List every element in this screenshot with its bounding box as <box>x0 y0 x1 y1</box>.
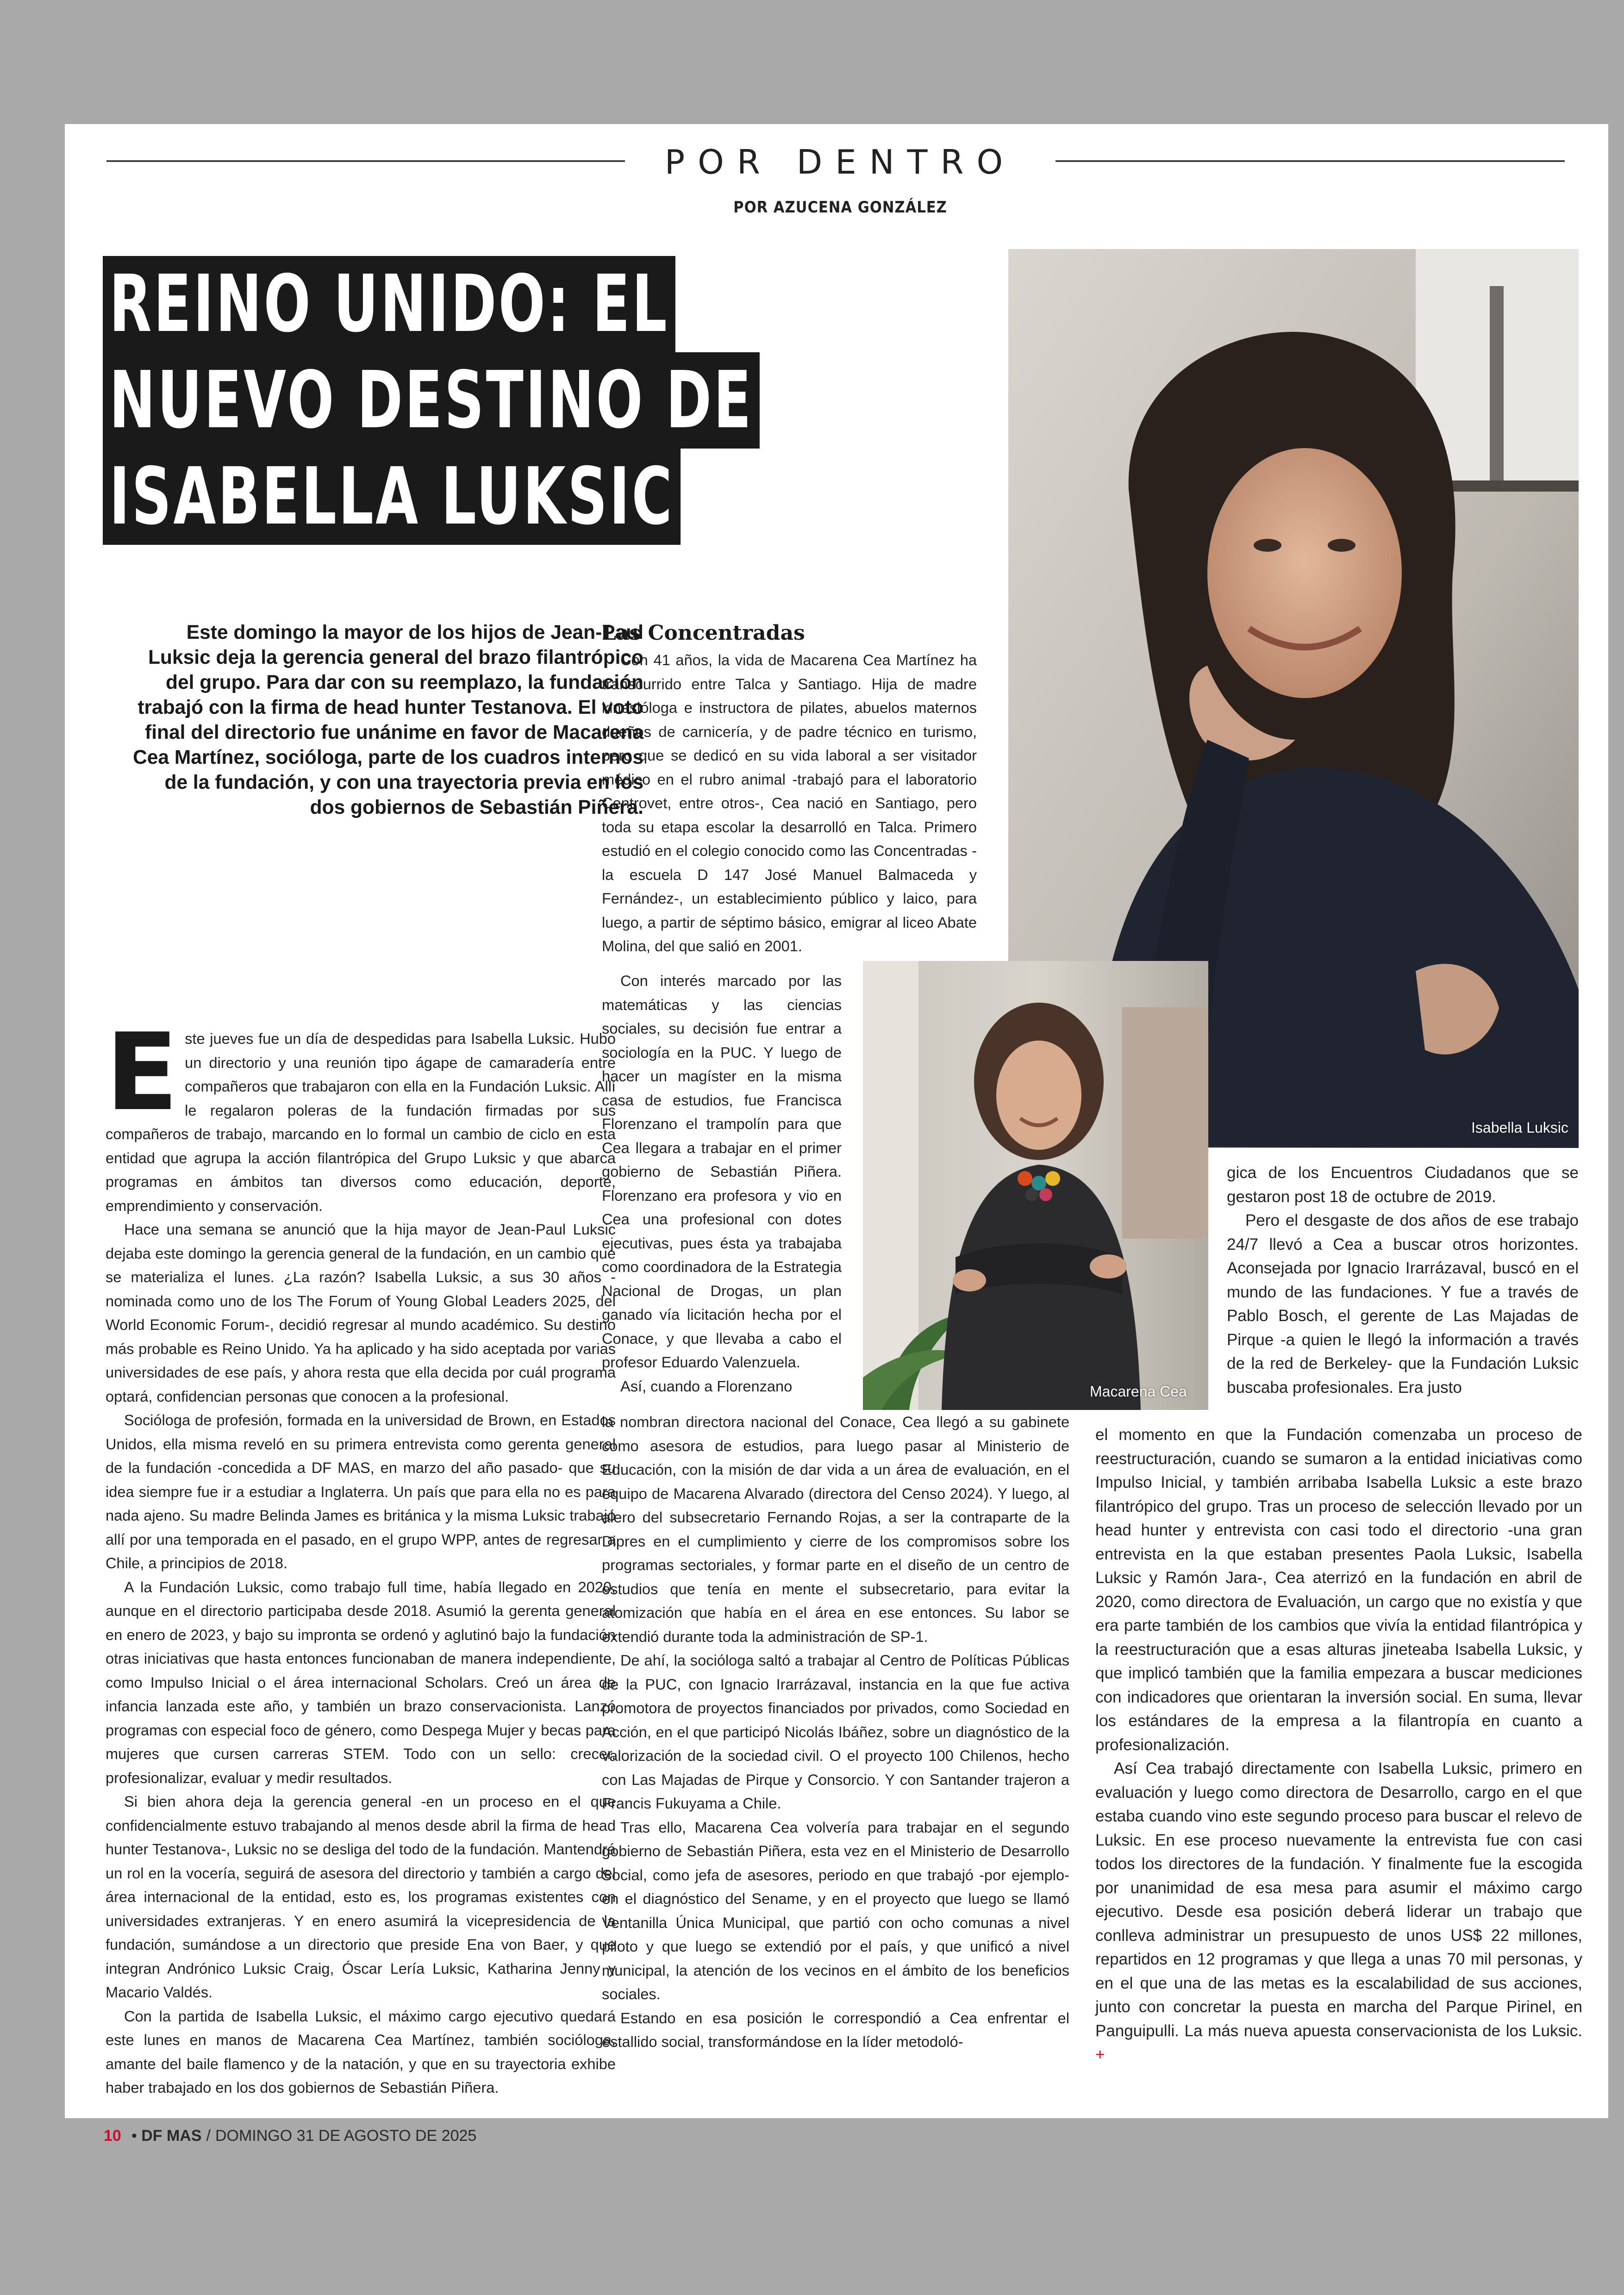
photo-caption-second: Macarena Cea <box>1090 1383 1187 1400</box>
paragraph: Tras ello, Macarena Cea volvería para trabajar en el segundo gobierno de Sebastián Piñera, esta vez en el Ministerio de Desarrollo Social, como jefa de asesores, periodo en que trabajó -por ejemplo- en el diagnóstico del Sename, y en el proyecto que luego se llamó Ventanilla Única Municipal, que partió con ocho comunas a nivel piloto y que luego se extendió por el país, y que unificó a nivel municipal, la atención de los vecinos en el ámbito de los beneficios sociales. <box>602 1818 1069 2002</box>
paragraph: Estando en esa posición le correspondió a Cea enfrentar el estallido social, transformándose en la líder metodoló- <box>602 2009 1069 2050</box>
column-b-narrow <box>602 969 842 1398</box>
portrait-illustration-2 <box>863 961 1208 1410</box>
paragraph-text: ste jueves fue un día de despedidas para Isabella Luksic. Hubo un directorio y una reunión tipo ágape de camaradería entre compañeros que trabajaron con ella en la Fundación Luksic. Allí le regalaron poleras de la fundación firmadas por sus compañeros de trabajo, marcando en lo formal un cambio de ciclo en esta entidad que agrupa la acción filantrópica del Grupo Luksic y que abarca programas en ámbitos tan diversos como educación, deporte, emprendimiento y conservación. <box>106 1030 616 1214</box>
photo-macarena-cea <box>863 961 1208 1410</box>
section-title: POR DENTRO <box>664 143 1016 181</box>
paragraph: Socióloga de profesión, formada en la universidad de Brown, en Estados Unidos, ella misma reveló en su primera entrevista como gerenta general de la fundación -concedida a DF MAS, en marzo del año pasado- que su idea siempre fue ir a estudiar a Inglaterra. Un país que para ella no es para nada ajeno. Su madre Belinda James es británica y la misma Luksic trabajó allí por una temporada en el pasado, en el grupo WPP, antes de regresar a Chile, a principios de 2018. <box>106 1411 616 1572</box>
footer-brand: DF MAS <box>141 2127 202 2145</box>
paragraph: De ahí, la socióloga saltó a trabajar al Centro de Políticas Públicas de la PUC, con Ignacio Irarrázaval, instancia en la que fue activa promotora de proyectos financiados por privados, como Sociedad en Acción, en el que participó Nicolás Ibáñez, sobre un diagnóstico de la valorización de la sociedad civil. O el proyecto 100 Chilenos, hecho con Las Majadas de Pirque y Consorcio. Y con Santander trajeron a Francis Fukuyama a Chile. <box>602 1652 1069 1812</box>
paragraph: Con la partida de Isabella Luksic, el máximo cargo ejecutivo quedará este lunes en manos de Macarena Cea Martínez, también socióloga, amante del baile flamenco y de la natación, y que en su trayectoria exhibe haber trabajado en los dos gobiernos de Sebastián Piñera. <box>106 2007 616 2096</box>
paragraph: el momento en que la Fundación comenzaba un proceso de reestructuración, cuando se sumaron a la entidad iniciativas como Impulso Inicial, y también arribaba Isabella Luksic a este brazo filantrópico del grupo. Tras un proceso de selección llevado por un head hunter y entrevista con casi todo el directorio -una gran entrevista en la que estaban presentes Paola Luksic, Isabella Luksic y Ramón Jara-, Cea aterrizó en la fundación en abril de 2020, como directora de Evaluación, un cargo que no existía y que era parte también de los cambios que vivía la entidad filantrópica y la reestructuración que a esas alturas jineteaba Isabella Luksic, y que implicó también que la familia empezara a buscar mediciones con indicadores que orientaran la inversión social. En suma, llevar los estándares de la empresa a la filantropía en cuanto a profesionalización. <box>1095 1426 1582 1754</box>
column-c-bottom <box>1095 1423 1582 2067</box>
paragraph: Así, cuando a Florenzano <box>620 1377 793 1395</box>
section-rule-right <box>1056 160 1565 162</box>
paragraph: Pero el desgaste de dos años de ese trabajo 24/7 llevó a Cea a buscar otros horizontes. Aconsejada por Ignacio Irarrázaval, buscó en el mundo de las fundaciones. Y fue a través de Pablo Bosch, el gerente de Las Majadas de Pirque -a quien le llegó la información a través de la red de Berkeley- que la Fundación Luksic buscaba profesionales. Era justo <box>1227 1211 1579 1397</box>
headline <box>103 256 1006 545</box>
page-footer <box>104 2122 476 2150</box>
footer-slash: / <box>206 2127 211 2145</box>
section-rule-left <box>106 160 625 162</box>
subhead-las-concentradas: Las Concentradas <box>602 621 805 645</box>
paragraph: A la Fundación Luksic, como trabajo full time, había llegado en 2020, aunque en el directorio participaba desde 2018. Asumió la gerenta general en enero de 2023, y bajo su impronta se ordenó y aglutinó bajo la fundación otras iniciativas que hasta entonces funcionaban de manera independiente, como Impulso Inicial o el área internacional Scholars. Creó un área de infancia lanzada este año, y también un brazo conservacionista. Lanzó programas con especial foco de género, como Despega Mujer y becas para mujeres que cursen carreras STEM. Todo con un sello: crecer, profesionalizar, evaluar y medir resultados. <box>106 1578 616 1786</box>
headline-line-3: ISABELLA LUKSIC <box>103 449 681 545</box>
paragraph: Con 41 años, la vida de Macarena Cea Martínez ha transcurrido entre Talca y Santiago. Hija de madre kinesióloga e instructora de pilates, abuelos maternos dueños de carnicería, y de padre técnico en turismo, pero que se dedicó en su vida laboral a ser visitador médico en el rubro animal -trabajó para el laboratorio Centrovet, entre otros-, Cea nació en Santiago, pero toda su etapa escolar la desarrolló en Talca. Primero estudió en el colegio conocido como las Concentradas -la escuela D 147 José Manuel Balmaceda y Fernández-, un establecimiento público y laico, para luego, a partir de séptimo básico, emigrar al liceo Abate Molina, del que salió en 2001. <box>602 651 977 954</box>
headline-line-1: REINO UNIDO: EL <box>103 256 675 352</box>
deck-summary: Este domingo la mayor de los hijos de Jean-Paul Luksic deja la gerencia general del brazo filantrópico del grupo. Para dar con su reemplazo, la fundación trabajó con la firma de head hunter Testanova. El voto final del directorio fue unánime en favor de Macarena Cea Martínez, socióloga, parte de los cuadros internos de la fundación, y con una trayectoria previa en los dos gobiernos de Sebastián Piñera. <box>133 622 643 818</box>
paragraph: Hace una semana se anunció que la hija mayor de Jean-Paul Luksic dejaba este domingo la gerencia general de la fundación, en un cambio que se materializa el lunes. ¿La razón? Isabella Luksic, a sus 30 años -nominada como uno de los The Forum of Young Global Leaders 2025, del World Economic Forum-, decidió regresar al mundo académico. Su destino más probable es Reino Unido. Ya ha aplicado y ha sido aceptada por varias universidades de ese país, y ahora resta que ella decida por cuál programa optará, confidencian personas que conocen a la profesional. <box>106 1221 616 1405</box>
byline: POR AZUCENA GONZÁLEZ <box>733 198 947 217</box>
footer-bullet: • <box>131 2127 137 2145</box>
photo-caption-main: Isabella Luksic <box>1471 1119 1568 1136</box>
column-b-bottom <box>602 1410 1069 2054</box>
dropcap: E <box>106 1011 179 1135</box>
page-number: 10 <box>104 2127 121 2145</box>
paragraph: gica de los Encuentros Ciudadanos que se gestaron post 18 de octubre de 2019. <box>1227 1164 1579 1206</box>
column-c-top <box>1227 1161 1579 1399</box>
paragraph-final <box>1095 1757 1582 2067</box>
paragraph: Con interés marcado por las matemáticas y las ciencias sociales, su decisión fue entrar a sociología en la PUC. Y luego de hacer un magíster en la misma casa de estudios, fue Francisca Florenzano el trampolín para que Cea llegara a trabajar en el primer gobierno de Sebastián Piñera. Florenzano era profesora y vio en Cea una profesional con dotes ejecutivas, pues ésta ya trabajaba como coordinadora de la Estrategia Nacional de Drogas, un plan ganado vía licitación hecha por el Conace, y que llevaba a cabo el profesor Eduardo Valenzuela. <box>602 972 842 1371</box>
headline-line-2: NUEVO DESTINO DE <box>103 352 760 449</box>
end-mark-icon: + <box>1095 2046 1105 2064</box>
paragraph-text: Así Cea trabajó directamente con Isabella Luksic, primero en evaluación y luego como directora de Desarrollo, cargo en el que estaba cuando vino este segundo proceso para buscar el relevo de Luksic. En ese proceso nuevamente la entrevista fue con casi todos los directores de la fundación. Y finalmente fue la escogida por unanimidad de esa mesa para asumir el máximo cargo ejecutivo. Desde esa posición deberá liderar un trabajo que conlleva administrar un presupuesto de unos US$ 22 millones, repartidos en 12 programas y que llega a unas 70 mil personas, y en el que una de las metas es la escalabilidad de sus acciones, junto con concretar la puesta en marcha del Parque Pirinel, en Panguipulli. La más nueva apuesta conservacionista de los Luksic. <box>1095 1759 1582 2040</box>
paragraph: Si bien ahora deja la gerencia general -en un proceso en el que confidencialmente estuvo trabajando al menos desde abril la firma de head hunter Testanova-, Luksic no se desliga del todo de la fundación. Mantendrá un rol en la vocería, seguirá de asesora del directorio y también a cargo del área internacional de la entidad, esto es, los programas existentes con universidades extranjeras. Y en enero asumirá la vicepresidencia de la fundación, sumándose a un directorio que preside Ena von Baer, y que integran Andrónico Luksic Craig, Óscar Lería Luksic, Katharina Jenny y Macario Valdés. <box>106 1793 616 2001</box>
paragraph-lead <box>106 1011 616 1217</box>
column-b-top <box>602 620 977 958</box>
paragraph: la nombran directora nacional del Conace, Cea llegó a su gabinete como asesora de estudios, para luego pasar al Ministerio de Educación, con la misión de dar vida a un área de evaluación, en el equipo de Macarena Alvarado (directora del Censo 2024). Y luego, al alero del subsecretario Fernando Rojas, a ser la contraparte de la Dipres en el cumplimiento y cierre de los compromisos sobre los programas sectoriales, y formar parte en el diseño de un centro de estudios que tenía en mente el subsecretario, para evitar la atomización que había en el área en ese entonces. Su labor se extendió durante toda la administración de SP-1. <box>602 1413 1069 1645</box>
footer-date: DOMINGO 31 DE AGOSTO DE 2025 <box>215 2127 477 2145</box>
magazine-page <box>65 124 1608 2118</box>
column-a <box>106 1011 616 2100</box>
